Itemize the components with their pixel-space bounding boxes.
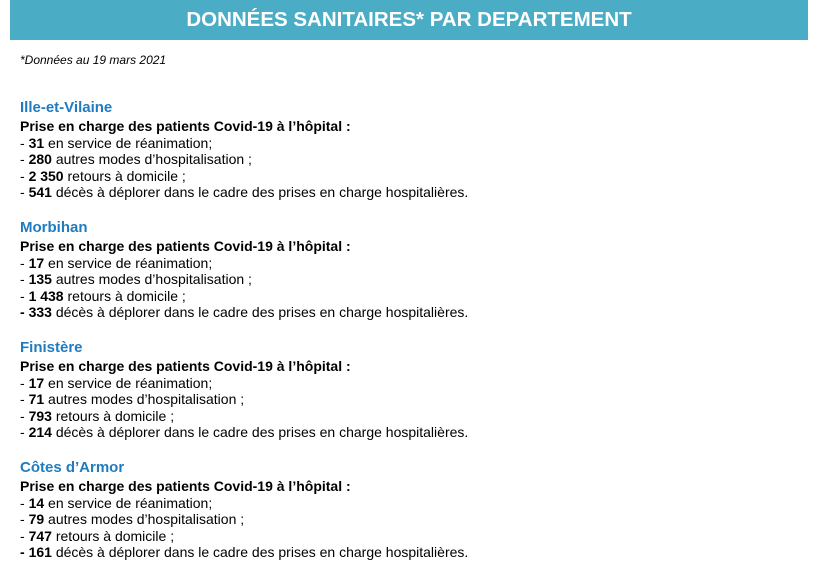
title-banner <box>10 0 808 40</box>
stat-label: autres modes d’hospitalisation ; <box>55 271 252 288</box>
bullet-dash: - <box>20 304 25 321</box>
stat-value: 280 <box>28 151 52 168</box>
stat-line-icu <box>20 255 800 272</box>
stat-line-other-hospitalisation <box>20 271 800 288</box>
stat-value: 793 <box>28 407 52 424</box>
department-section <box>20 338 800 441</box>
stat-value: 135 <box>28 271 52 288</box>
stat-label: retours à domicile ; <box>55 527 175 544</box>
department-name: Finistère <box>20 338 83 356</box>
stat-line-home-returns <box>20 408 800 425</box>
stat-label: en service de réanimation; <box>48 494 213 511</box>
stat-line-icu <box>20 375 800 392</box>
stat-line-other-hospitalisation <box>20 151 800 168</box>
stat-label: retours à domicile ; <box>55 407 175 424</box>
stat-value: 17 <box>28 254 45 271</box>
stat-line-other-hospitalisation <box>20 511 800 528</box>
department-name: Ille-et-Vilaine <box>20 99 113 116</box>
bullet-dash: - <box>20 254 25 271</box>
department-section <box>20 458 800 561</box>
stat-label: en service de réanimation; <box>48 374 213 391</box>
stat-line-home-returns <box>20 288 800 305</box>
bullet-dash: - <box>20 407 25 424</box>
care-heading: Prise en charge des patients Covid-19 à l’hôpital : <box>20 118 351 134</box>
stat-label: autres modes d’hospitalisation ; <box>48 391 245 408</box>
stat-label: en service de réanimation; <box>48 254 213 271</box>
stat-label: décès à déplorer dans le cadre des prises en charge hospitalières. <box>55 304 469 321</box>
stat-value: 1 438 <box>28 287 64 304</box>
stat-line-deaths <box>20 184 800 201</box>
data-date-footnote: *Données au 19 mars 2021 <box>20 53 167 67</box>
stat-line-home-returns <box>20 528 800 545</box>
stat-value: 31 <box>28 134 45 151</box>
stat-line-deaths <box>20 304 800 321</box>
stat-line-icu <box>20 495 800 512</box>
stat-label: retours à domicile ; <box>67 287 186 304</box>
bullet-dash: - <box>20 544 25 561</box>
stat-line-home-returns <box>20 168 800 185</box>
department-name: Côtes d’Armor <box>20 458 125 476</box>
stat-label: en service de réanimation; <box>48 134 213 151</box>
bullet-dash: - <box>20 271 25 288</box>
bullet-dash: - <box>20 167 25 184</box>
stat-label: décès à déplorer dans le cadre des prises en charge hospitalières. <box>55 184 469 201</box>
departments-list <box>20 98 800 561</box>
stat-label: retours à domicile ; <box>67 167 186 184</box>
stat-value: 541 <box>28 184 52 201</box>
bullet-dash: - <box>20 287 25 304</box>
stat-value: 161 <box>28 544 52 561</box>
department-section <box>20 98 800 201</box>
bullet-dash: - <box>20 184 25 201</box>
stat-value: 333 <box>28 304 52 321</box>
stat-line-icu <box>20 135 800 152</box>
stat-line-other-hospitalisation <box>20 391 800 408</box>
stat-line-deaths <box>20 544 800 561</box>
care-heading: Prise en charge des patients Covid-19 à l’hôpital : <box>20 477 351 494</box>
stat-value: 2 350 <box>28 167 64 184</box>
bullet-dash: - <box>20 494 25 511</box>
department-section <box>20 218 800 321</box>
stat-label: autres modes d’hospitalisation ; <box>55 151 252 168</box>
bullet-dash: - <box>20 527 25 544</box>
care-heading: Prise en charge des patients Covid-19 à l’hôpital : <box>20 237 351 254</box>
bullet-dash: - <box>20 511 25 528</box>
stat-line-deaths <box>20 424 800 441</box>
stat-value: 214 <box>28 424 52 441</box>
bullet-dash: - <box>20 391 25 408</box>
stat-value: 79 <box>28 511 45 528</box>
stat-value: 747 <box>28 527 52 544</box>
page-title: DONNÉES SANITAIRES* PAR DEPARTEMENT <box>186 7 632 31</box>
stat-label: décès à déplorer dans le cadre des prises en charge hospitalières. <box>55 544 469 561</box>
stat-label: autres modes d’hospitalisation ; <box>48 511 245 528</box>
stat-value: 14 <box>28 494 45 511</box>
care-heading: Prise en charge des patients Covid-19 à l’hôpital : <box>20 357 351 374</box>
department-name: Morbihan <box>20 218 88 236</box>
bullet-dash: - <box>20 151 25 168</box>
stat-value: 71 <box>28 391 45 408</box>
bullet-dash: - <box>20 134 25 151</box>
stat-label: décès à déplorer dans le cadre des prises en charge hospitalières. <box>55 424 469 441</box>
stat-value: 17 <box>28 374 45 391</box>
bullet-dash: - <box>20 374 25 391</box>
bullet-dash: - <box>20 424 25 441</box>
